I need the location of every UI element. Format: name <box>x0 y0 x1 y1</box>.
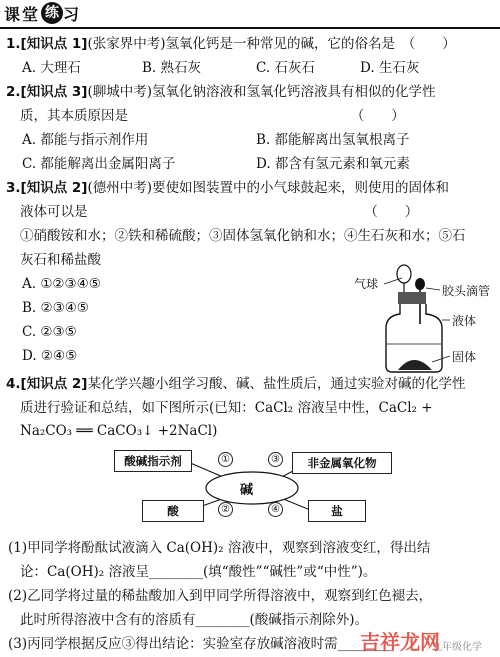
q1-text: (张家界中考)氢氧化钙是一种常见的碱，它的俗名是 （ ） <box>87 36 456 52</box>
marker-3: ③ <box>268 452 283 467</box>
q4-stem-line1 <box>6 374 465 394</box>
q2-option-c: C. 都能解离出金属阳离子 <box>22 156 176 172</box>
q2-option-d: D. 都含有氢元素和氧元素 <box>256 156 410 172</box>
q2-knowledge-point: [知识点 3] <box>20 84 88 100</box>
box-acid: 酸 <box>142 500 204 522</box>
label-dropper: 胶头滴管 <box>442 284 491 298</box>
q3-choices-line2: 灰石和稀盐酸 <box>20 252 101 268</box>
box-nonmetal-oxide: 非金属氧化物 <box>292 452 392 474</box>
q4-knowledge-point: [知识点 2] <box>20 376 88 392</box>
q1-option-a: A. 大理石 <box>22 60 81 76</box>
q3-choices-line1: ①硝酸铵和水；②铁和稀硫酸；③固体氢氧化钠和水；④生石灰和水；⑤石 <box>20 228 466 244</box>
header-title-1: 课堂 <box>4 4 41 24</box>
q4-stem-line2: 质进行验证和总结，如下图所示(已知：CaCl₂ 溶液呈中性，CaCl₂ + <box>20 400 433 416</box>
q2-stem-line1 <box>6 82 436 102</box>
solid-pile <box>398 360 432 370</box>
q4-text-1: 某化学兴趣小组学习酸、碱、盐性质后，通过实验对碱的化学性 <box>87 376 466 392</box>
q1-option-c: C. 石灰石 <box>256 60 315 76</box>
section-header <box>4 2 81 24</box>
q4-number: 4. <box>6 376 21 392</box>
q1-option-b: B. 熟石灰 <box>142 60 202 76</box>
q3-option-b: B. ②③④⑤ <box>22 300 89 316</box>
box-indicator: 酸碱指示剂 <box>114 450 192 472</box>
q3-option-a: A. ①②③④⑤ <box>22 276 101 292</box>
q1-option-d: D. 生石灰 <box>360 60 420 76</box>
q1-knowledge-point: [知识点 1] <box>20 36 88 52</box>
q2-number: 2. <box>6 84 21 100</box>
q4-sub1-line1: (1)甲同学将酚酞试液滴入 Ca(OH)₂ 溶液中，观察到溶液变红，得出结 <box>8 540 431 556</box>
label-liquid: 液体 <box>452 314 477 328</box>
q2-stem-line2: 质，其本质原因是 （ ） <box>20 108 405 124</box>
watermark-site: 吉祥龙网 <box>360 630 440 654</box>
box-salt: 盐 <box>308 500 366 522</box>
label-balloon: 气球 <box>354 277 379 291</box>
watermark-account: 九年级化学 <box>432 642 482 653</box>
header-title-circle: 练 <box>41 2 63 24</box>
q3-stem-line2: 液体可以是 （ ） <box>20 204 419 220</box>
q3-knowledge-point: [知识点 2] <box>20 180 88 196</box>
q3-number: 3. <box>6 180 21 196</box>
marker-2: ② <box>218 502 233 517</box>
label-solid: 固体 <box>452 350 477 364</box>
q1-stem <box>6 34 456 54</box>
q4-sub3-line1: (3)丙同学根据反应③得出结论：实验室存放碱溶液时需________ <box>8 636 392 652</box>
solid-leader <box>432 356 450 362</box>
marker-1: ① <box>218 452 233 467</box>
q4-sub1-line2: 论：Ca(OH)₂ 溶液呈________(填“酸性”“碱性”或“中性”)。 <box>20 564 377 580</box>
q1-number: 1. <box>6 36 21 52</box>
dropper-leader <box>426 288 440 290</box>
q3-option-c: C. ②③⑤ <box>22 324 77 340</box>
q4-sub2-line2: 此时所得溶液中含有的溶质有________(酸碱指示剂除外)。 <box>20 612 369 628</box>
dropper-bulb <box>415 278 425 290</box>
q3-option-d: D. ②④⑤ <box>22 348 78 364</box>
balloon-shape <box>397 265 411 283</box>
label-base: 碱 <box>240 483 254 498</box>
q3-stem-line1 <box>6 178 449 198</box>
q4-stem-line3: Na₂CO₃ ══ CaCO₃↓ +2NaCl) <box>20 423 218 439</box>
q2-text-1: (聊城中考)氢氧化钠溶液和氢氧化钙溶液具有相似的化学性 <box>87 84 436 100</box>
q2-option-b: B. 都能解离出氢氧根离子 <box>256 132 410 148</box>
header-rule <box>0 27 500 29</box>
q3-text-1: (德州中考)要使如图装置中的小气球鼓起来，则使用的固体和 <box>87 180 450 196</box>
header-title-3: 习 <box>63 4 82 24</box>
q4-sub2-line1: (2)乙同学将过量的稀盐酸加入到甲同学所得溶液中，观察到红色褪去， <box>8 588 433 604</box>
marker-4: ④ <box>268 502 283 517</box>
stopper <box>398 292 426 304</box>
q2-option-a: A. 都能与指示剂作用 <box>22 132 149 148</box>
